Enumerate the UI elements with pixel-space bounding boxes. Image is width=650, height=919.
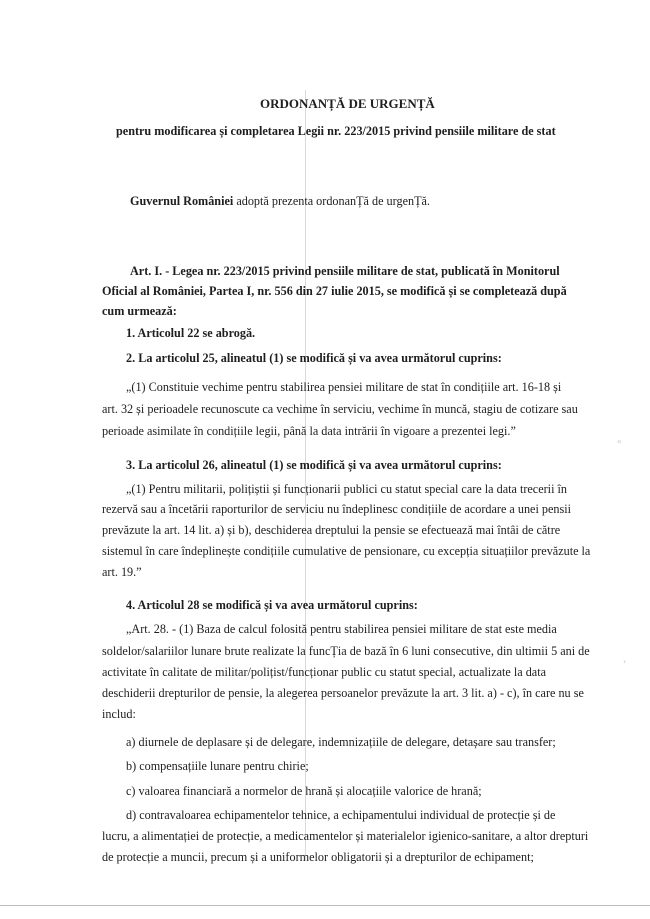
item4-line: includ: <box>102 707 136 721</box>
document-title: ORDONANȚĂ DE URGENȚĂ <box>260 96 435 111</box>
item4-line: deschiderii drepturilor de pensie, la alegerea persoanelor prevăzute la art. 3 lit. a) - c), în care nu se <box>102 686 584 700</box>
item3-line: „(1) Pentru militarii, polițiștii și funcționarii publici cu statut special care la data trecerii în <box>126 482 567 496</box>
item2-heading: 2. La articolul 25, alineatul (1) se modifică și va avea următorul cuprins: <box>126 351 502 365</box>
item4-point: a) diurnele de deplasare și de delegare, indemnizațiile de delegare, detașare sau transfer; <box>126 735 556 749</box>
item1-heading: 1. Articolul 22 se abrogă. <box>126 326 256 340</box>
art1-line: Oficial al României, Partea I, nr. 556 din 27 iulie 2015, se modifică și se completează după <box>102 284 567 298</box>
item4-line: soldelor/salariilor lunare brute realizate la funcȚia de bază în 6 luni consecutive, din ultimii 5 ani de <box>102 644 590 658</box>
item2-line: art. 32 și perioadele recunoscute ca vechime în serviciu, vechime în muncă, stagiu de cotizare sau <box>102 402 578 416</box>
item3-line: prevăzute la art. 14 lit. a) și b), deschiderea dreptului la pensie se efectuează mai întâi de către <box>102 523 561 537</box>
page-bottom-edge <box>0 905 650 906</box>
item3-line: art. 19.” <box>102 565 142 579</box>
item4-point-d: d) contravaloarea echipamentelor tehnice, a echipamentului individual de protecție și de <box>126 808 556 822</box>
item2-line: „(1) Constituie vechime pentru stabilirea pensiei militare de stat în condițiile art. 16-18 și <box>126 380 562 394</box>
item3-heading: 3. La articolul 26, alineatul (1) se modifică și va avea următorul cuprins: <box>126 458 502 472</box>
item4-heading: 4. Articolul 28 se modifică și va avea următorul cuprins: <box>126 598 418 612</box>
margin-mark: « <box>617 436 622 446</box>
document-subtitle: pentru modificarea și completarea Legii nr. 223/2015 privind pensiile militare de stat <box>116 124 556 138</box>
art1-line: cum urmează: <box>102 304 177 318</box>
intro-sentence: Guvernul României adoptă prezenta ordonanȚă de urgenȚă. <box>130 194 430 208</box>
art1-line: Art. I. - Legea nr. 223/2015 privind pensiile militare de stat, publicată în Monitorul <box>130 264 560 278</box>
item4-point: c) valoarea financiară a normelor de hrană și alocațiile valorice de hrană; <box>126 784 482 798</box>
item3-line: rezervă sau a încetării raporturilor de serviciu nu îndeplinesc condițiile de acordare a unei pensii <box>102 502 572 516</box>
margin-mark: › <box>623 656 626 666</box>
item3-line: sistemul în care îndeplinește condițiile cumulative de pensionare, cu excepția situațiilor prevăzute la <box>102 544 591 558</box>
item4-point: b) compensațiile lunare pentru chirie; <box>126 759 309 773</box>
item2-line: perioade asimilate în condițiile legii, până la data intrării în vigoare a prezentei legi.” <box>102 424 516 438</box>
item4-point-d: lucru, a alimentației de protecție, a medicamentelor și materialelor igienico-sanitare, a altor drepturi <box>102 829 589 843</box>
item4-line: „Art. 28. - (1) Baza de calcul folosită pentru stabilirea pensiei militare de stat este media <box>126 622 557 636</box>
item4-line: activitate în calitate de militar/polițist/funcționar public cu statut special, actualizate la data <box>102 665 546 679</box>
item4-point-d: de protecție a muncii, precum și a uniformelor obligatorii și a drepturilor de echipament; <box>102 850 534 864</box>
